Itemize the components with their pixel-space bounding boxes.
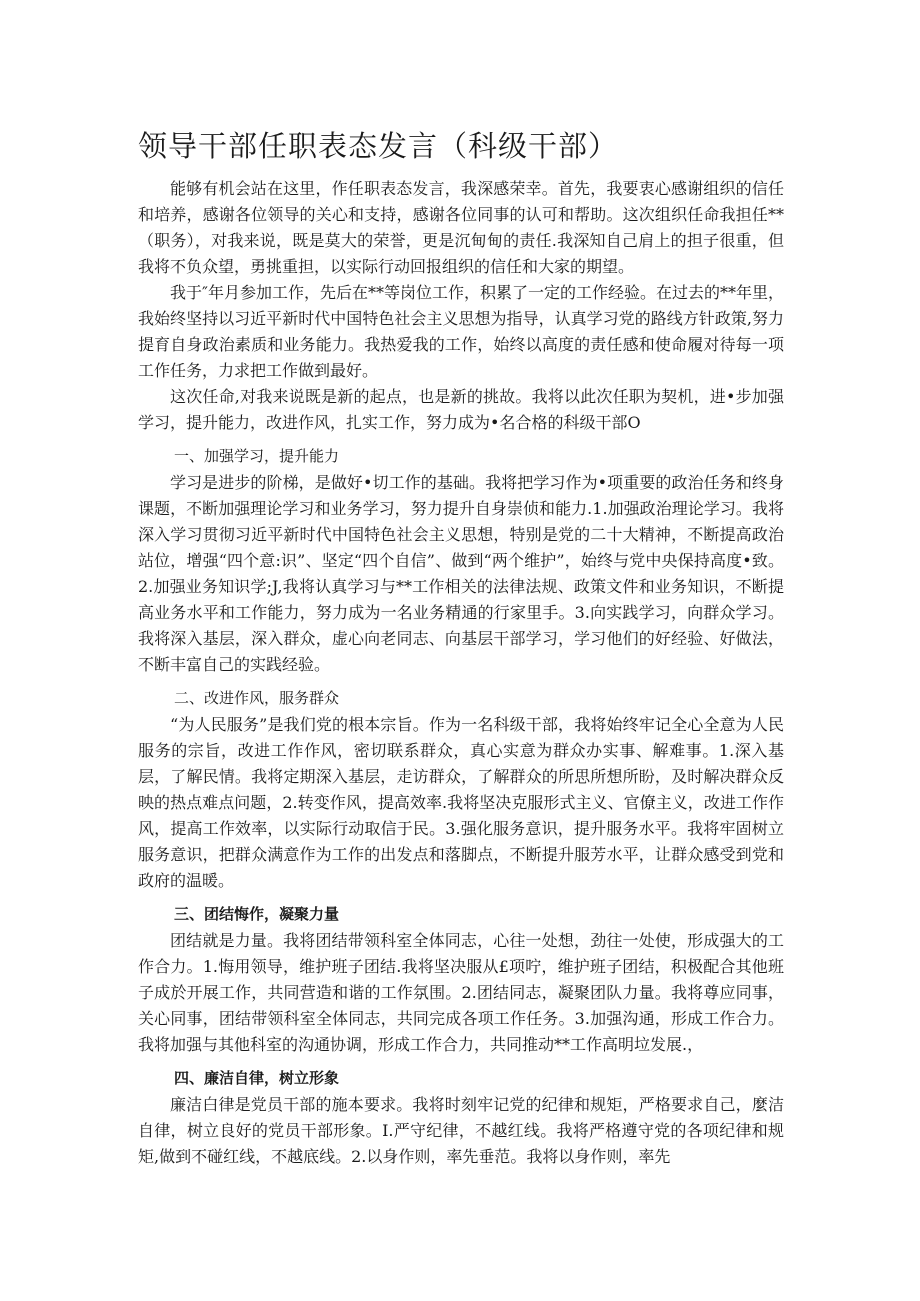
intro-paragraph-2: 我于″年月参加工作，先后在**等岗位工作，积累了一定的工作经验。在过去的**年里，我始终坚持以习近平新时代中国特色社会主义思想为指导，认真学习党的路线方针政策,努力提育自身政治素质和业务能力。我热爱我的工作，始终以高度的责任感和使命履对待每一项工作任务，力求把工作做到最好。 (138, 283, 784, 380)
section-paragraph-2: “为人民服务”是我们党的根本宗旨。作为一名科级干部，我将始终牢记全心全意为人民服务的宗旨，改进工作作风，密切联系群众，真心实意为群众办实事、解难事。1.深入基层，了解民情。我将定期深入基层，走访群众，了解群众的所思所想所盼，及时解决群众反映的热点难点问题，2.转变作风，提高效率.我将坚决克服形式主义、官僚主义，改进工作作风，提高工作效率，以实际行动取信于民。3.强化服务意识，提升服务水平。我将牢固树立服务意识，把群众满意作为工作的出发点和落脚点，不断提升服芳水平，让群众感受到党和政府的温暖。 (138, 715, 784, 890)
section-heading-2: 二、改进作风，服务群众 (174, 689, 340, 707)
section-paragraph-4: 廉洁白律是党员干部的施本要求。我将时刻牢记党的纪律和规矩，严格要求自己，麼洁自律，树立良好的党员干部形象。I.严守纪律，不越红线。我将严格遵守党的各项纪律和规矩,做到不碰红线，不越底线。2.以身作则，率先垂范。我将以身作则，率先 (138, 1095, 784, 1166)
intro-paragraph-3: 这次任命,对我来说既是新的起点，也是新的挑故。我将以此次任职为契机，进•步加强学习，提升能力，改进作风，扎实工作，努力成为•名合格的科级干部O (138, 387, 784, 432)
document-title: 领导干部任职表态发言（科级干部） (138, 129, 619, 163)
section-heading-4: 四、廉洁自律，树立形象 (174, 1069, 340, 1087)
section-paragraph-1: 学习是进步的阶梯，是做好•切工作的基础。我将把学习作为•项重要的政治任务和终身课题，不断加强理论学习和业务学习，努力提升自身崇侦和能力.1.加强政治理论学习。我将深入学习贯彻习近平新时代中国特色社会主义思想，特别是党的二十大精神，不断提高政治站位，增强“四个意:识”、坚定“四个自信”、做到“两个维护”，始终与党中央保持高度•致。2.加强业务知识学;J,我将认真学习与**工作相关的法律法规、政策文件和业务知识，不断提高业务水平和工作能力，努力成为一名业务精通的行家里手。3.向实践学习，向群众学习。我将深入基层，深入群众，虚心向老同志、向基层干部学习，学习他们的好经验、好做法，不断丰富自己的实践经验。 (138, 473, 784, 674)
document-body (138, 176, 784, 1170)
section-heading-1: 一、加强学习，提升能力 (174, 447, 340, 465)
intro-paragraph-1: 能够有机会站在这里，作任职表态发言，我深感荣幸。首先，我要衷心感谢组织的信任和培养，感谢各位领导的关心和支持，感谢各位同事的认可和帮助。这次组织任命我担任**（职务），对我来说，既是莫大的荣誉，更是沉甸甸的责任.我深知自己肩上的担子很重，但我将不负众望，勇挑重担，以实际行动回报组织的信任和大家的期望。 (138, 179, 784, 276)
section-paragraph-3: 团结就是力量。我将团结带领科室全体同志，心往一处想，劲往一处使，形成强大的工作合力。1.悔用领导，维护班子团结.我将坚决服从£项咛，维护班子团结，积极配合其他班子成於开展工作，共同营造和谐的工作氛围。2.团结同志，凝聚团队力量。我将尊应同事，关心同事，团结带领科室全体同志，共同完成各项工作任务。3.加强沟通，形成工作合力。我将加强与其他科室的沟通协调，形成工作合力，共同推动**工作高明垃发展.， (138, 931, 784, 1054)
section-heading-3: 三、团结悔作，凝聚力量 (174, 905, 340, 923)
